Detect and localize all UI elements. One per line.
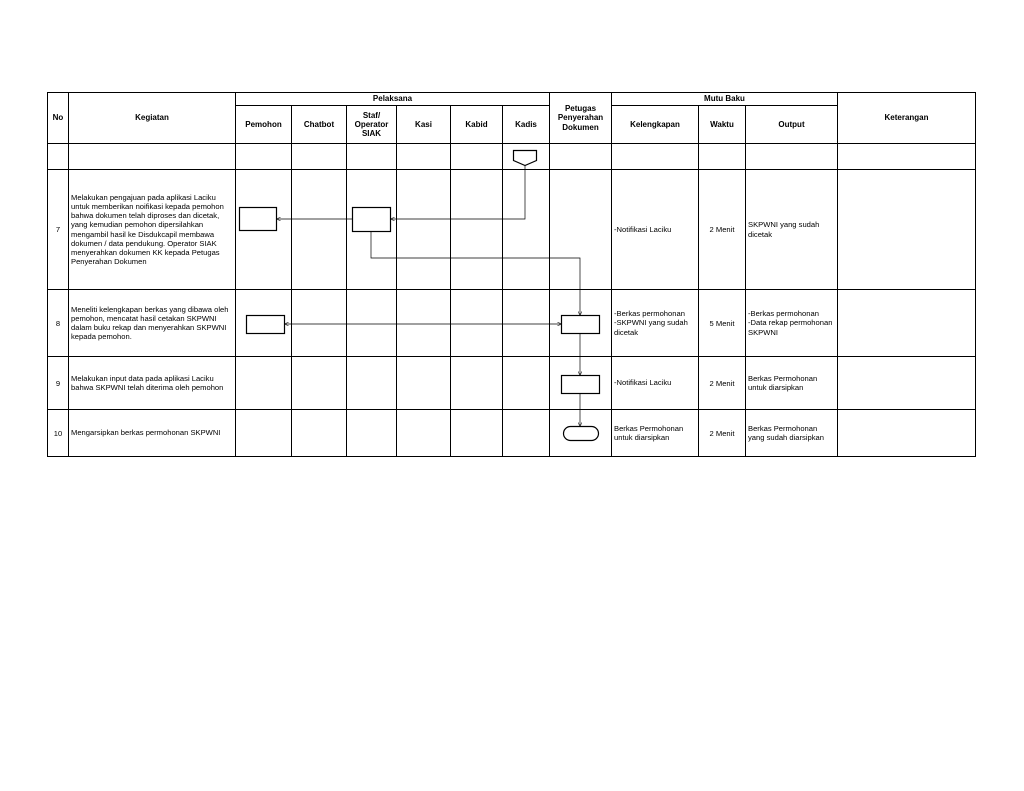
row-kegiatan: Melakukan pengajuan pada aplikasi Laciku untuk memberikan noifikasi kepada pemohon bahwa dokumen telah diproses dan dicetak, yang kemudian pemohon dipersilahkan mengambil hasil ke Disdukcapil membawa dokumen / data pendukung. Operator SIAK menyerahkan dokumen KK kepada Petugas Penyerahan Dokumen (69, 170, 236, 290)
row-waktu: 2 Menit (699, 410, 746, 457)
header-kelengkapan: Kelengkapan (612, 106, 699, 144)
row-no: 7 (48, 170, 69, 290)
header-no: No (48, 93, 69, 144)
row-waktu: 5 Menit (699, 290, 746, 357)
table-row (48, 170, 976, 290)
header-role-kasi: Kasi (397, 106, 451, 144)
table-row (48, 290, 976, 357)
row-kelengkapan: Berkas Permohonan untuk diarsipkan (612, 410, 699, 457)
row-waktu: 2 Menit (699, 357, 746, 410)
header-mutu-baku: Mutu Baku (612, 93, 838, 106)
header-keterangan: Keterangan (838, 93, 976, 144)
row-waktu: 2 Menit (699, 170, 746, 290)
header-waktu: Waktu (699, 106, 746, 144)
row-no: 9 (48, 357, 69, 410)
row-keterangan (838, 410, 976, 457)
header-role-pemohon: Pemohon (236, 106, 292, 144)
row-output: Berkas Permohonan untuk diarsipkan (746, 357, 838, 410)
row-no: 10 (48, 410, 69, 457)
row-no: 8 (48, 290, 69, 357)
table-row (48, 410, 976, 457)
header-output: Output (746, 106, 838, 144)
row-output: SKPWNI yang sudah dicetak (746, 170, 838, 290)
row-output: Berkas Permohonan yang sudah diarsipkan (746, 410, 838, 457)
header-kegiatan: Kegiatan (69, 93, 236, 144)
row-output: -Berkas permohonan -Data rekap permohonan SKPWNI (746, 290, 838, 357)
header-role-chatbot: Chatbot (292, 106, 347, 144)
row-kelengkapan: -Notifikasi Laciku (612, 357, 699, 410)
row-kegiatan: Meneliti kelengkapan berkas yang dibawa oleh pemohon, mencatat hasil cetakan SKPWNI dalam buku rekap dan menyerahkan SKPWNI kepada pemohon. (69, 290, 236, 357)
table-row (48, 357, 976, 410)
header-pelaksana: Pelaksana (236, 93, 550, 106)
row-kelengkapan: -Berkas permohonan -SKPWNI yang sudah dicetak (612, 290, 699, 357)
header-role-kabid: Kabid (451, 106, 503, 144)
row-keterangan (838, 290, 976, 357)
header-role-petugas: Petugas Penyerahan Dokumen (550, 93, 612, 144)
header-role-kadis: Kadis (503, 106, 550, 144)
header-row-1 (48, 93, 976, 106)
header-role-operator: Staf/ Operator SIAK (347, 106, 397, 144)
connector-row (48, 144, 976, 170)
row-kegiatan: Mengarsipkan berkas permohonan SKPWNI (69, 410, 236, 457)
row-kelengkapan: -Notifikasi Laciku (612, 170, 699, 290)
row-kegiatan: Melakukan input data pada aplikasi Laciku bahwa SKPWNI telah diterima oleh pemohon (69, 357, 236, 410)
row-keterangan (838, 170, 976, 290)
sop-table (47, 92, 976, 457)
row-keterangan (838, 357, 976, 410)
